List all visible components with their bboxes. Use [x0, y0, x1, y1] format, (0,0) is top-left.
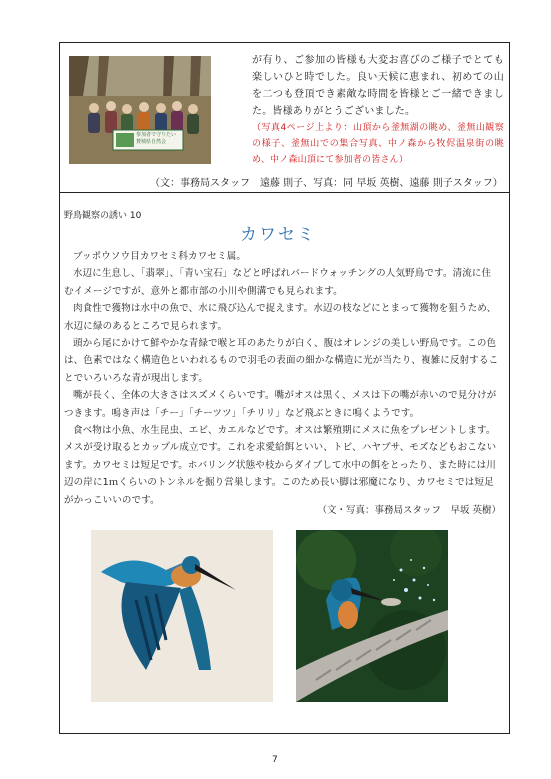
credit-bottom: （文・写真：事務局スタッフ 早坂 英樹）	[317, 505, 501, 516]
credit-top: （文：事務局スタッフ 遠藤 則子、写真：同 早坂 英樹、遠藤 則子スタッフ）	[150, 178, 503, 189]
article-title: カワセミ	[240, 225, 316, 245]
kingfisher-perched-image	[296, 530, 448, 702]
article-body	[64, 248, 500, 509]
group-photo	[69, 56, 211, 164]
series-label: 野鳥観察の誘い 10	[64, 211, 142, 221]
kingfisher-perched-photo	[296, 530, 448, 702]
paragraph: 水辺に生息し、「翡翠」、「青い宝石」などと呼ばれバードウォッチングの人気野鳥です。清流に住むイメージですが、意外と都市部の小川や側溝でも見られます。	[64, 268, 492, 297]
intro-text: が有り、ご参加の皆様も大変お喜びのご様子でとても楽しいひと時でした。良い天候に恵まれ、初めての山を二つも登頂でき素敵な時間を皆様とご一緒できました。皆様ありがとうございました。	[252, 55, 504, 117]
paragraph: 肉食性で獲物は水中の魚で、水に飛び込んで捉えます。水辺の枝などにとまって獲物を狙うため、水辺に緑のあるところで見られます。	[64, 303, 497, 332]
group-photo-image	[69, 56, 211, 164]
paragraph: 頭から尾にかけて鮮やかな青緑で喉と耳のあたりが白く、腹はオレンジの美しい野鳥です。この色は、色素ではなく構造色といわれるもので羽毛の表面の細かな構造に光が当たり、複雑に反射することでいろいろな青が現出します。	[64, 338, 499, 384]
photo-caption: （写真4ページ上より：山頂から釜無湖の眺め、釜無山観察の様子、釜無山での集合写真、中ノ森から牧侭温泉街の眺め、中ノ森山頂にて参加者の皆さん）	[252, 123, 504, 165]
intro-section	[252, 52, 504, 168]
kingfisher-flying-image	[91, 530, 273, 702]
kingfisher-flying-photo	[91, 530, 273, 702]
paragraph: 食べ物は小魚、水生昆虫、エビ、カエルなどです。オスは繁殖期にメスに魚をプレゼントします。メスが受け取るとカップル成立です。これを求愛給餌といい、トビ、ハヤブサ、モズなどもおこないます。カワセミは短足です。ホバリング状態や枝からダイブして水中の餌をとったり、また時には川辺の岸に1ｍくらいのトンネルを掘り営巣します。このため長い脚は邪魔になり、カワセミでは短足がかっこいいのです。	[64, 425, 497, 506]
section-divider	[59, 192, 510, 193]
group-banner-text: 参加者で守りたい 賛城県自然会	[136, 132, 177, 145]
paragraph: 嘴が長く、全体の大きさはスズメくらいです。嘴がオスは黒く、メスは下の嘴が赤いので見分けがつきます。鳴き声は「チー」「チーツツ」「チリリ」など飛ぶときに鳴くようです。	[64, 390, 497, 419]
page-number: 7	[272, 755, 278, 765]
paragraph: ブッポウソウ目カワセミ科カワセミ属。	[73, 251, 247, 262]
